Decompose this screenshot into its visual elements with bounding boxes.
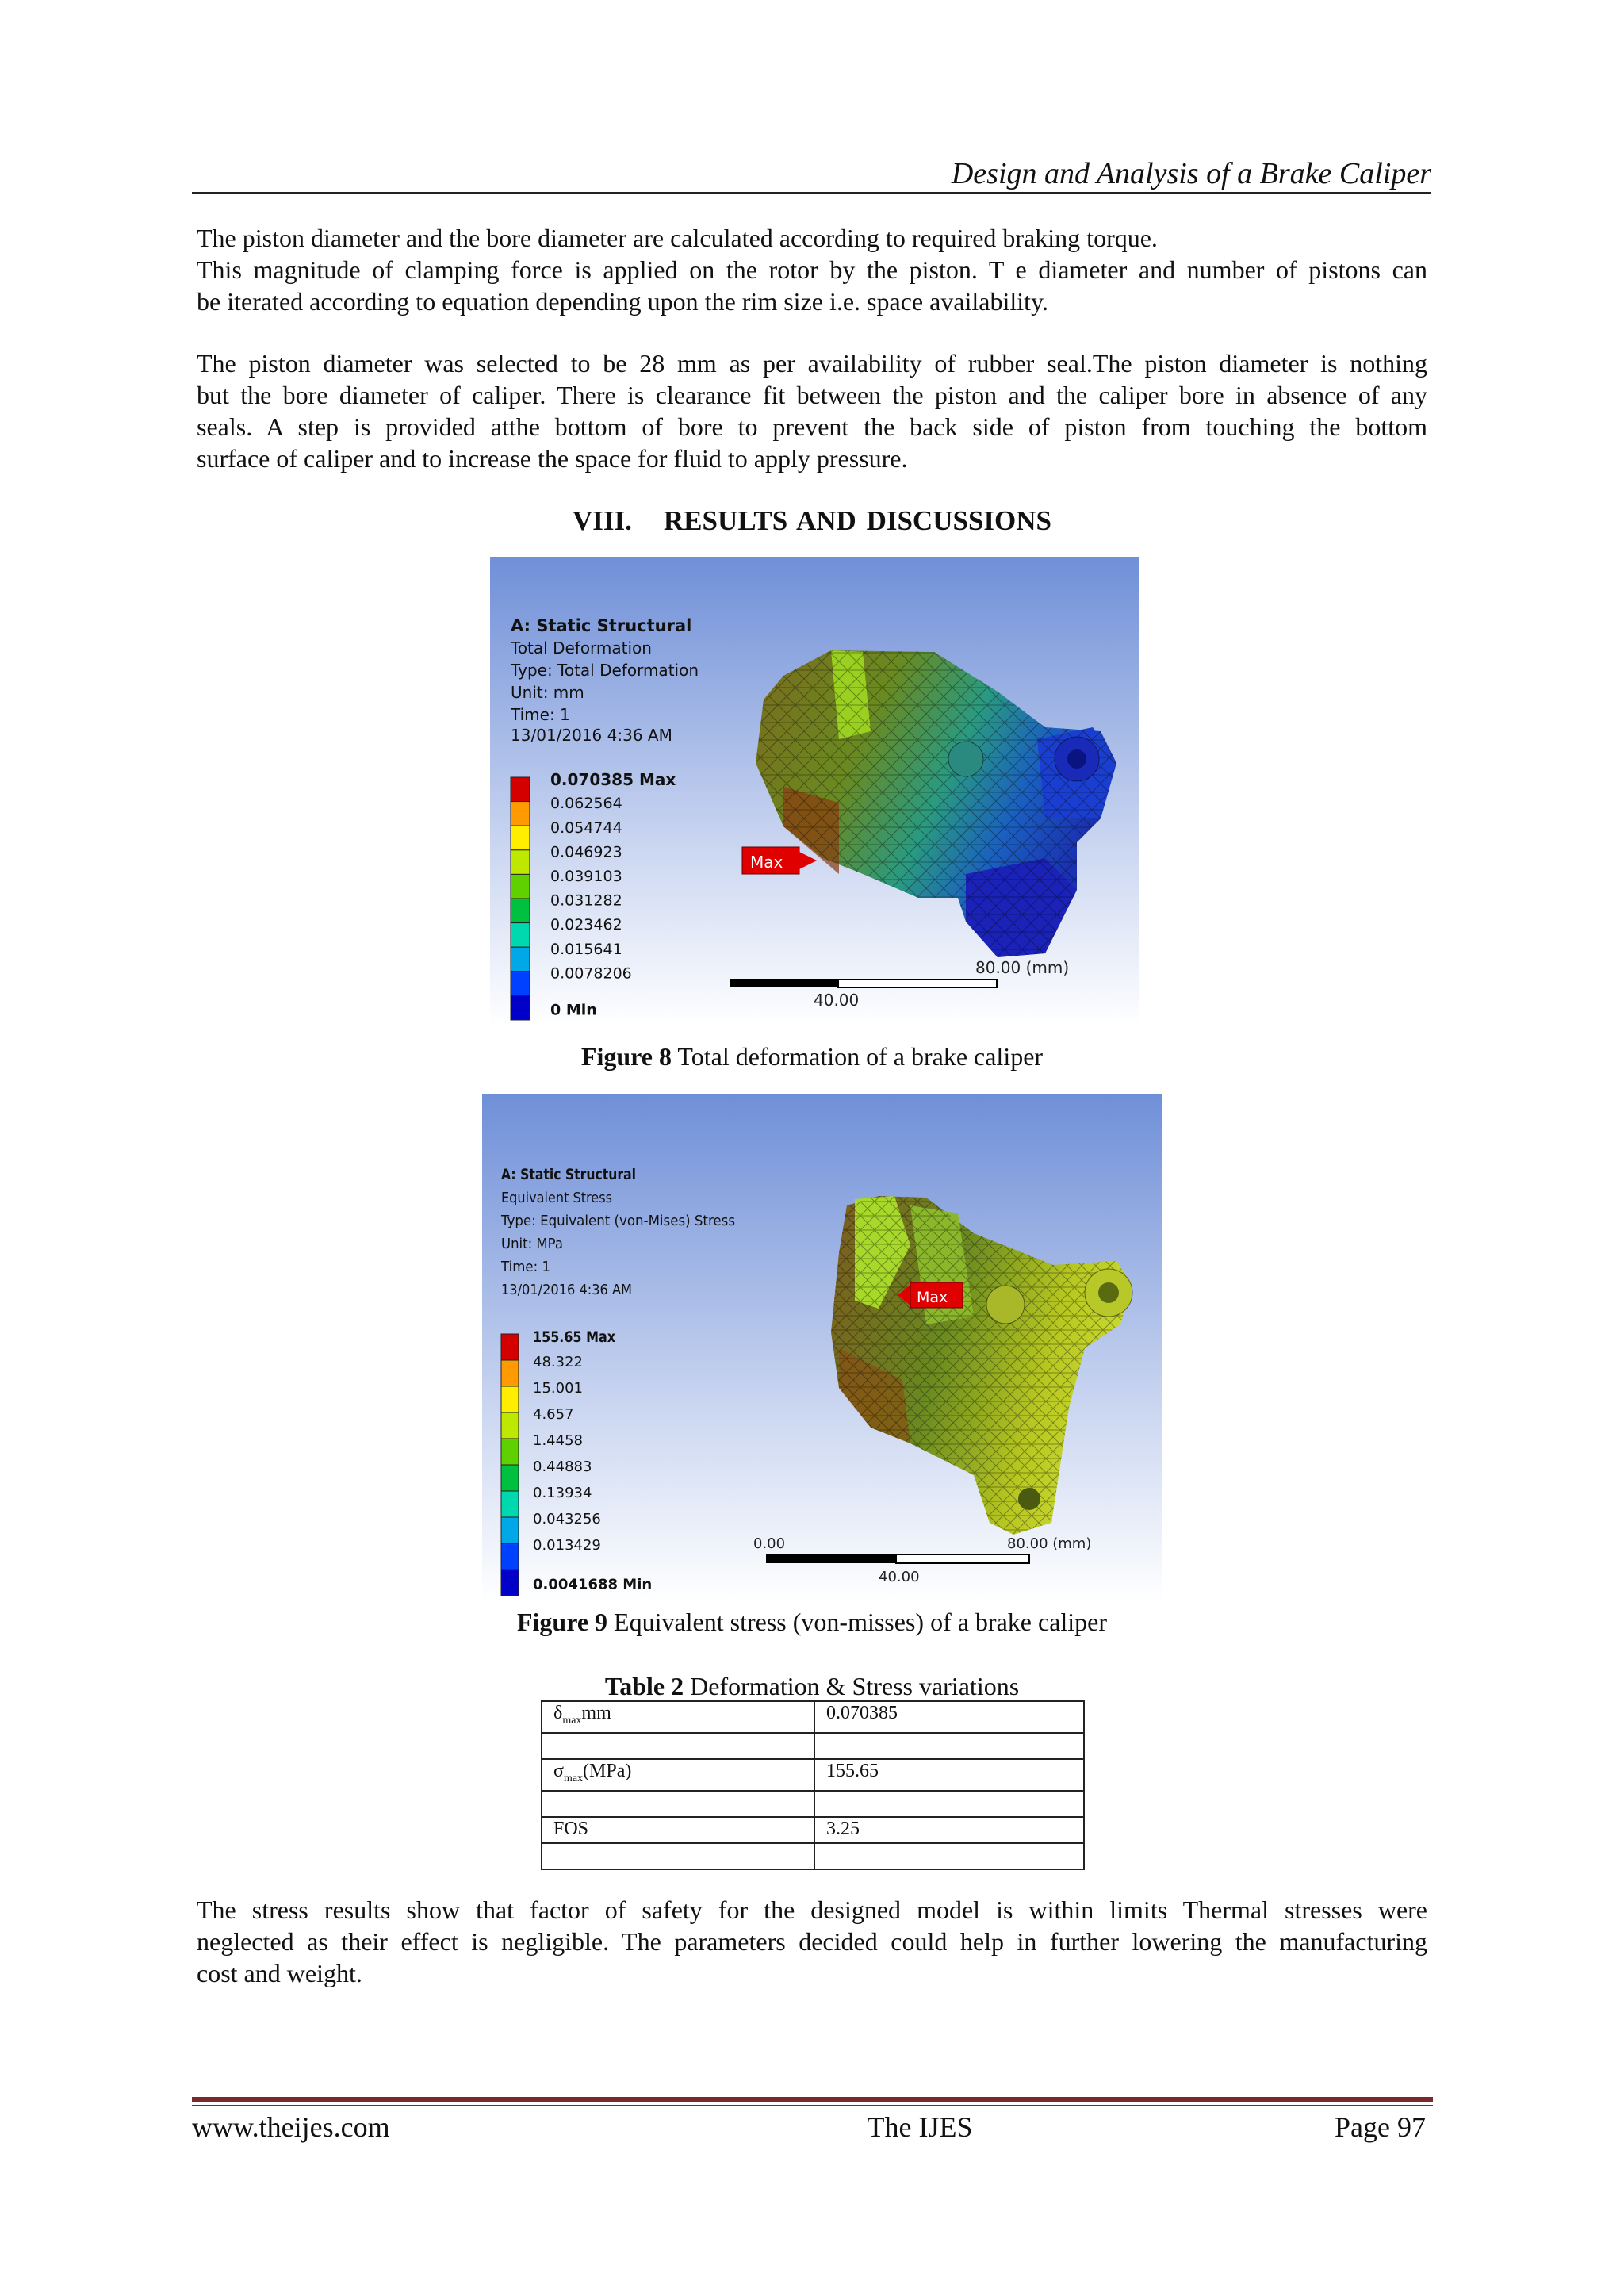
legend-value-label: 4.657 [533, 1406, 574, 1424]
parameter-subscript: max [562, 1714, 582, 1727]
legend-swatch [511, 826, 530, 850]
legend-swatch [501, 1360, 519, 1386]
value-cell: 3.25 [814, 1817, 1084, 1843]
scale-right-label: 80.00 (mm) [1007, 1535, 1092, 1552]
paragraph-conclusion [197, 1894, 1427, 1989]
text-line: The stress results show that factor of safety for the designed model is within limits Thermal stresses were [197, 1895, 1427, 1924]
legend-value-label: 0.039103 [550, 867, 622, 885]
info-line: Unit: MPa [501, 1236, 563, 1252]
stress-plot [482, 1094, 1162, 1602]
figure-9-image [482, 1094, 1162, 1602]
legend-swatch [511, 972, 530, 996]
running-title: Design and Analysis of a Brake Caliper [951, 157, 1431, 190]
legend-swatch [501, 1386, 519, 1412]
legend-value-label: 0.13934 [533, 1485, 592, 1502]
legend-value-label: 0.054744 [550, 818, 622, 837]
legend-swatch [511, 777, 530, 802]
table-row [542, 1759, 1084, 1791]
text-line: The piston diameter was selected to be 28 mm as per availability of rubber seal.The piston diameter is nothing [197, 349, 1427, 378]
legend-value-label: 0.013429 [533, 1537, 601, 1554]
caption-text: Total deformation of a brake caliper [671, 1042, 1044, 1071]
header-rule [192, 192, 1431, 194]
legend-swatch [511, 995, 530, 1020]
text-line: be iterated according to equation depending upon the rim size i.e. space availability. [197, 287, 1048, 316]
legend-max-label: 155.65 Max [533, 1328, 615, 1346]
empty-cell [542, 1843, 814, 1869]
parameter-cell [542, 1759, 814, 1791]
deformation-plot [490, 557, 1139, 1026]
caption-text: Equivalent stress (von-misses) of a brake caliper [607, 1608, 1108, 1636]
info-line: Type: Equivalent (von-Mises) Stress [500, 1213, 735, 1229]
parameter-unit: (MPa) [583, 1760, 632, 1781]
legend-swatch [501, 1412, 519, 1439]
legend-value-label: 1.4458 [533, 1432, 583, 1450]
legend-swatch [501, 1491, 519, 1517]
info-line: Time: 1 [511, 705, 570, 724]
legend-swatch [511, 802, 530, 826]
legend-swatch [501, 1570, 519, 1596]
info-line: Unit: mm [511, 683, 584, 702]
parameter-unit: mm [581, 1703, 611, 1723]
legend-min-label: 0 Min [550, 1001, 597, 1019]
footer-journal: The IJES [867, 2111, 973, 2143]
legend-value-label: 48.322 [533, 1354, 583, 1371]
info-line: Time: 1 [500, 1259, 550, 1275]
info-line: 13/01/2016 4:36 AM [501, 1282, 632, 1298]
empty-cell [542, 1791, 814, 1817]
text-line: cost and weight. [197, 1959, 362, 1987]
empty-cell [814, 1791, 1084, 1817]
info-line: Total Deformation [511, 638, 652, 657]
table-row-empty [542, 1843, 1084, 1869]
legend-swatch [501, 1439, 519, 1465]
value-cell: 155.65 [814, 1759, 1084, 1791]
legend-swatch [511, 850, 530, 875]
legend-value-label: 0.031282 [550, 891, 622, 910]
figure-9-caption [197, 1606, 1427, 1638]
caption-label: Figure 8 [580, 1042, 672, 1071]
parameter-cell [542, 1701, 814, 1733]
legend-swatch [511, 899, 530, 923]
scale-right-label: 80.00 (mm) [975, 958, 1070, 977]
info-title: A: Static Structural [501, 1166, 636, 1183]
value-cell: 0.070385 [814, 1701, 1084, 1733]
parameter-symbol: σ [553, 1760, 564, 1781]
max-tag-label: Max [750, 853, 783, 872]
parameter-symbol: δ [553, 1703, 563, 1723]
text-line: This magnitude of clamping force is applied on the rotor by the piston. T e diameter and number of pistons can [197, 255, 1427, 284]
section-number: VIII. [572, 505, 632, 536]
max-tag-label: Max [917, 1289, 948, 1306]
info-line: Type: Total Deformation [511, 661, 699, 680]
info-line: Equivalent Stress [501, 1190, 612, 1206]
info-title: A: Static Structural [511, 616, 692, 635]
legend-value-label: 0.043256 [533, 1511, 601, 1528]
deformation-stress-table [541, 1700, 1085, 1870]
scale-left-label: 0.00 [753, 1535, 786, 1552]
legend-value-label: 15.001 [533, 1380, 583, 1397]
text-line: neglected as their effect is negligible. The parameters decided could help in further lowering the manufacturing [197, 1927, 1427, 1956]
legend-value-label: 0.062564 [550, 795, 622, 813]
paragraph-piston-bore [197, 222, 1427, 317]
legend-value-label: 0.0078206 [550, 964, 632, 983]
footer-page-number: Page 97 [1335, 2111, 1426, 2143]
footer-rule [192, 2097, 1433, 2102]
text-line: surface of caliper and to increase the space for fluid to apply pressure. [197, 444, 908, 473]
scale-mid-label: 40.00 [879, 1569, 920, 1585]
text-line: seals. A step is provided atthe bottom of bore to prevent the back side of piston from touching the bottom [197, 412, 1427, 441]
paragraph-piston-selection [197, 347, 1427, 474]
empty-cell [542, 1733, 814, 1759]
footer-rule-thin [192, 2105, 1433, 2106]
table-row-empty [542, 1733, 1084, 1759]
legend-value-label: 0.015641 [550, 940, 622, 958]
legend-swatch [511, 947, 530, 972]
info-line: 13/01/2016 4:36 AM [511, 726, 672, 745]
table-row-empty [542, 1791, 1084, 1817]
table-row [542, 1817, 1084, 1843]
scale-mid-label: 40.00 [814, 991, 860, 1010]
legend-min-label: 0.0041688 Min [533, 1576, 653, 1593]
footer-website: www.theijes.com [192, 2111, 390, 2143]
legend-swatch [501, 1543, 519, 1570]
parameter-subscript: max [563, 1772, 584, 1784]
section-heading [197, 504, 1427, 539]
text-line: The piston diameter and the bore diameter are calculated according to required braking torque. [197, 224, 1158, 252]
legend-swatch [501, 1517, 519, 1543]
empty-cell [814, 1733, 1084, 1759]
legend-swatch [511, 874, 530, 899]
caption-label: Figure 9 [516, 1608, 608, 1636]
figure-8-caption [197, 1041, 1427, 1072]
table-2-caption [197, 1670, 1427, 1702]
section-title: RESULTS AND DISCUSSIONS [663, 505, 1052, 536]
parameter-cell [542, 1817, 814, 1843]
legend-value-label: 0.046923 [550, 843, 622, 861]
empty-cell [814, 1843, 1084, 1869]
legend-value-label: 0.023462 [550, 916, 622, 934]
legend-swatch [501, 1465, 519, 1491]
legend-max-label: 0.070385 Max [550, 770, 676, 789]
legend-swatch [511, 923, 530, 948]
figure-8-image [490, 557, 1139, 1026]
text-line: but the bore diameter of caliper. There is clearance fit between the piston and the caliper bore in absence of any [197, 381, 1427, 409]
table-row [542, 1701, 1084, 1733]
caption-label: Table 2 [604, 1672, 684, 1700]
legend-value-label: 0.44883 [533, 1458, 592, 1476]
parameter-symbol: FOS [553, 1818, 589, 1839]
caption-text: Deformation & Stress variations [684, 1672, 1020, 1700]
legend-swatch [501, 1334, 519, 1360]
